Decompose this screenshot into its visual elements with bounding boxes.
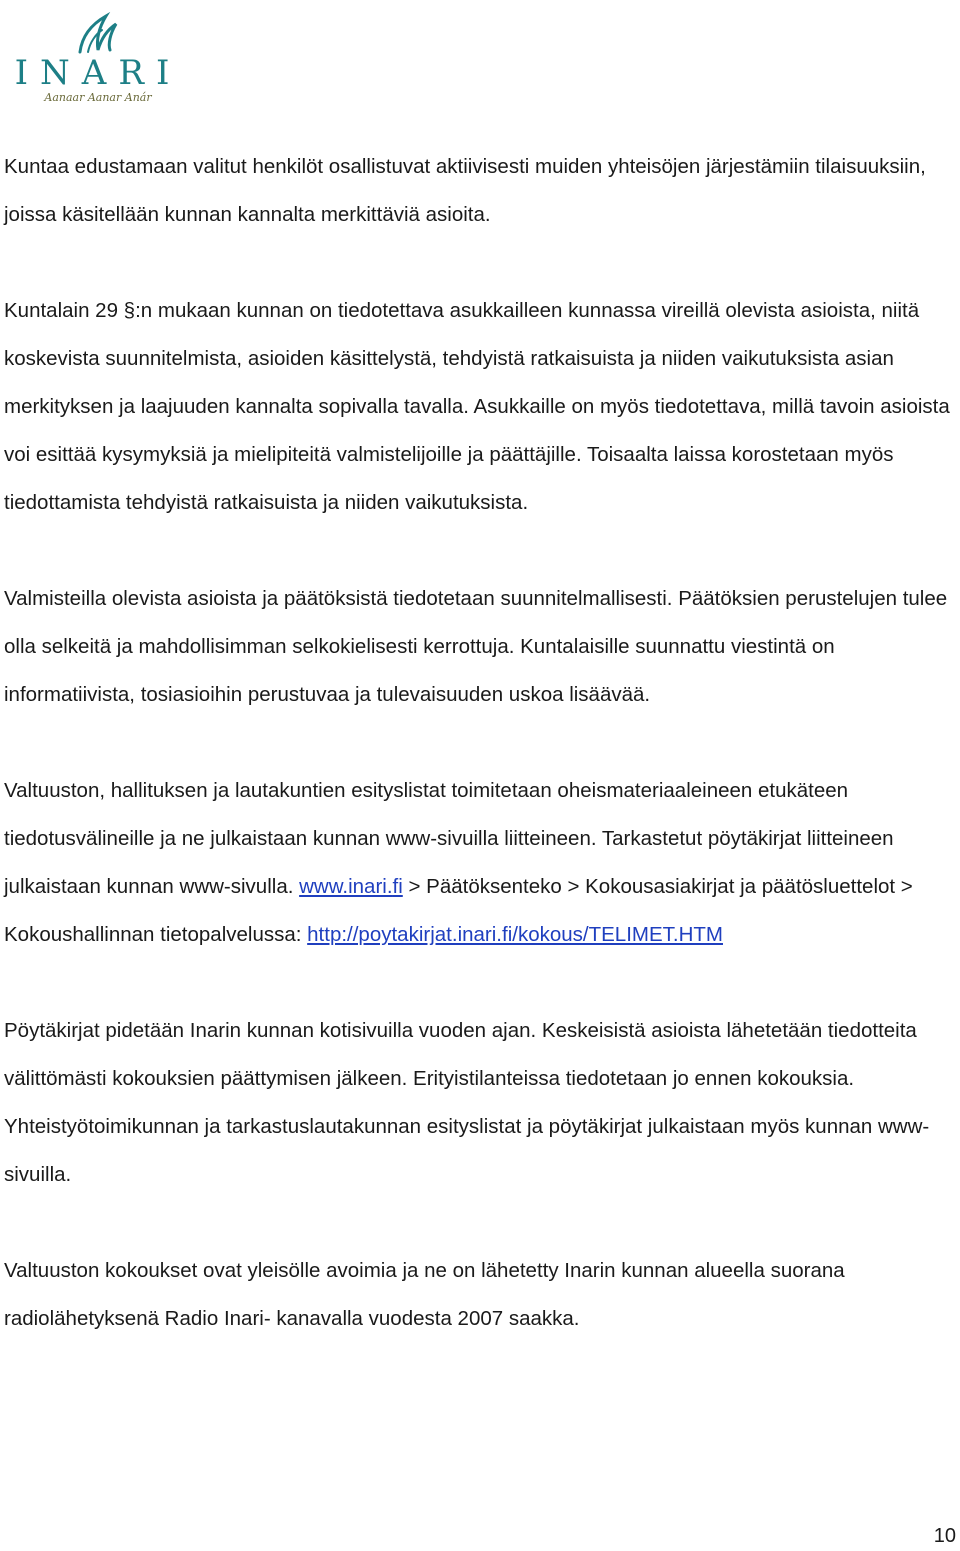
logo-name: INARI (14, 53, 182, 93)
meetings-link[interactable]: http://poytakirjat.inari.fi/kokous/TELIMET.HTM (307, 923, 723, 946)
document-body (4, 143, 956, 1391)
paragraph-5: Pöytäkirjat pidetään Inarin kunnan kotisivuilla vuoden ajan. Keskeisistä asioista lähetetään tiedotteita välittömästi kokouksien päättymisen jälkeen. Erityistilanteissa tiedotetaan jo ennen kokouksia. Yhteistyötoimikunnan ja tarkastuslautakunnan esityslistat ja pöytäkirjat julkaistaan myös kunnan www-sivuilla. (4, 1019, 930, 1186)
paragraph-4-text-middle: > Päätöksenteko > Kokousasiakirjat ja päätösluettelot > Kokoushallinnan tietopalvelussa: (4, 875, 913, 946)
website-link[interactable] (299, 875, 403, 898)
paragraph-1: Kuntaa edustamaan valitut henkilöt osallistuvat aktiivisesti muiden yhteisöjen järjestämiin tilaisuuksiin, joissa käsitellään kunnan kannalta merkittäviä asioita. (4, 155, 926, 226)
paragraph-3: Valmisteilla olevista asioista ja päätöksistä tiedotetaan suunnitelmallisesti. Päätöksien perustelujen tulee olla selkeitä ja mahdollisimman selkokielisesti kerrottuja. Kuntalaisille suunnattu viestintä on informatiivista, tosiasioihin perustuvaa ja tulevaisuuden uskoa lisäävää. (4, 587, 948, 706)
website-link-prefix: www.inari. (299, 875, 393, 898)
website-link-suffix: fi (392, 875, 403, 898)
paragraph-2: Kuntalain 29 §:n mukaan kunnan on tiedotettava asukkailleen kunnassa vireillä olevista asioista, niitä koskevista suunnitelmista, asioiden käsittelystä, tehdyistä ratkaisuista ja niiden vaikutuksista asian merkityksen ja laajuuden kannalta sopivalla tavalla. Asukkaille on myös tiedotettava, millä tavoin asioista voi esittää kysymyksiä ja mielipiteitä valmistelijoille ja päättäjille. Toisaalta laissa korostetaan myös tiedottamista tehdyistä ratkaisuista ja niiden vaikutuksista. (4, 299, 950, 514)
paragraph-4 (4, 767, 956, 959)
page-number: 10 (933, 1525, 956, 1547)
inari-logo (10, 6, 186, 104)
paragraph-6: Valtuuston kokoukset ovat yleisölle avoimia ja ne on lähetetty Inarin kunnan alueella suorana radiolähetyksenä Radio Inari- kanavalla vuodesta 2007 saakka. (4, 1259, 845, 1330)
paragraph-4-text-before: Valtuuston, hallituksen ja lautakuntien esityslistat toimitetaan oheismateriaaleineen etukäteen tiedotusvälineille ja ne julkaistaan kunnan www-sivuilla liitteineen. Tarkastetut pöytäkirjat liitteineen julkaistaan kunnan www-sivulla. (4, 779, 894, 898)
logo-tagline: Aanaar Aanar Anár (44, 91, 152, 104)
